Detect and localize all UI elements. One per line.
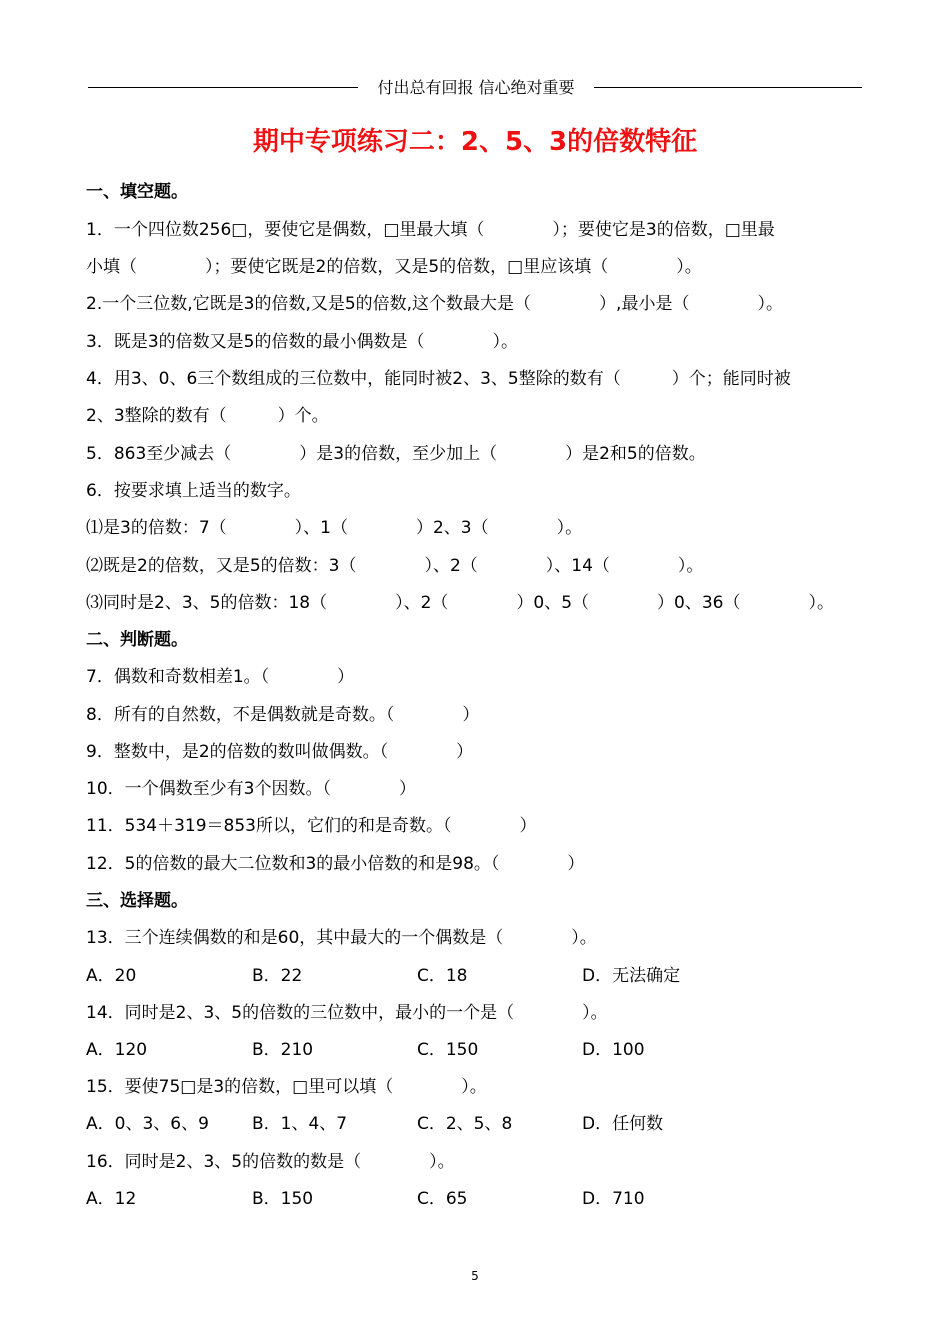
question-11: 11．534＋319＝853所以，它们的和是奇数。（ ） <box>86 816 537 836</box>
section-heading-judge: 二、判断题。 <box>86 630 188 650</box>
header-rule-left <box>88 87 358 88</box>
question-15-option-b: B．1、4、7 <box>252 1114 348 1134</box>
question-2: 2.一个三位数,它既是3的倍数,又是5的倍数,这个数最大是（ ）,最小是（ ）。 <box>86 294 783 314</box>
page-number: 5 <box>471 1269 479 1283</box>
question-14-option-a: A．120 <box>86 1040 148 1060</box>
page-title: 期中专项练习二：2、5、3的倍数特征 <box>252 127 698 157</box>
question-13: 13．三个连续偶数的和是60，其中最大的一个偶数是（ ）。 <box>86 928 597 948</box>
question-14-option-b: B．210 <box>252 1040 314 1060</box>
question-9: 9．整数中，是2的倍数的数叫做偶数。（ ） <box>86 742 474 762</box>
question-8: 8．所有的自然数，不是偶数就是奇数。（ ） <box>86 705 480 725</box>
question-14-option-c: C．150 <box>417 1040 479 1060</box>
question-16: 16．同时是2、3、5的倍数的数是（ ）。 <box>86 1152 455 1172</box>
question-13-option-a: A．20 <box>86 966 137 986</box>
question-13-option-d: D．无法确定 <box>582 966 681 986</box>
question-7: 7．偶数和奇数相差1。（ ） <box>86 667 355 687</box>
question-16-option-d: D．710 <box>582 1189 645 1209</box>
question-16-option-c: C．65 <box>417 1189 468 1209</box>
question-6-part-3: ⑶同时是2、3、5的倍数：18（ ）、2（ ）0、5（ ）0、36（ ）。 <box>86 593 834 613</box>
question-6-part-2: ⑵既是2的倍数，又是5的倍数：3（ ）、2（ ）、14（ ）。 <box>86 556 704 576</box>
section-heading-fill: 一、填空题。 <box>86 182 188 202</box>
question-1-line-1: 1．一个四位数256□，要使它是偶数，□里最大填（ ）；要使它是3的倍数，□里最 <box>86 220 775 240</box>
question-3: 3．既是3的倍数又是5的倍数的最小偶数是（ ）。 <box>86 332 518 352</box>
question-15-option-c: C．2、5、8 <box>417 1114 513 1134</box>
question-15: 15．要使75□是3的倍数，□里可以填（ ）。 <box>86 1077 487 1097</box>
question-6-part-1: ⑴是3的倍数：7（ ）、1（ ）2、3（ ）。 <box>86 518 583 538</box>
question-14: 14．同时是2、3、5的倍数的三位数中，最小的一个是（ ）。 <box>86 1003 608 1023</box>
question-15-option-d: D．任何数 <box>582 1114 664 1134</box>
question-12: 12．5的倍数的最大二位数和3的最小倍数的和是98。（ ） <box>86 854 585 874</box>
question-10: 10．一个偶数至少有3个因数。（ ） <box>86 779 416 799</box>
header-rule-right <box>594 87 862 88</box>
question-5: 5．863至少减去（ ）是3的倍数，至少加上（ ）是2和5的倍数。 <box>86 444 706 464</box>
question-4-line-2: 2、3整除的数有（ ）个。 <box>86 406 329 426</box>
page-header <box>88 76 862 100</box>
header-motto: 付出总有回报 信心绝对重要 <box>377 78 575 97</box>
question-4-line-1: 4．用3、0、6三个数组成的三位数中，能同时被2、3、5整除的数有（ ）个；能同时被 <box>86 369 791 389</box>
section-heading-choice: 三、选择题。 <box>86 891 188 911</box>
question-6: 6．按要求填上适当的数字。 <box>86 481 301 501</box>
question-16-option-b: B．150 <box>252 1189 314 1209</box>
question-13-option-c: C．18 <box>417 966 468 986</box>
question-16-option-a: A．12 <box>86 1189 137 1209</box>
question-1-line-2: 小填（ ）；要使它既是2的倍数，又是5的倍数，□里应该填（ ）。 <box>86 257 702 277</box>
question-14-option-d: D．100 <box>582 1040 645 1060</box>
question-13-option-b: B．22 <box>252 966 303 986</box>
question-15-option-a: A．0、3、6、9 <box>86 1114 209 1134</box>
